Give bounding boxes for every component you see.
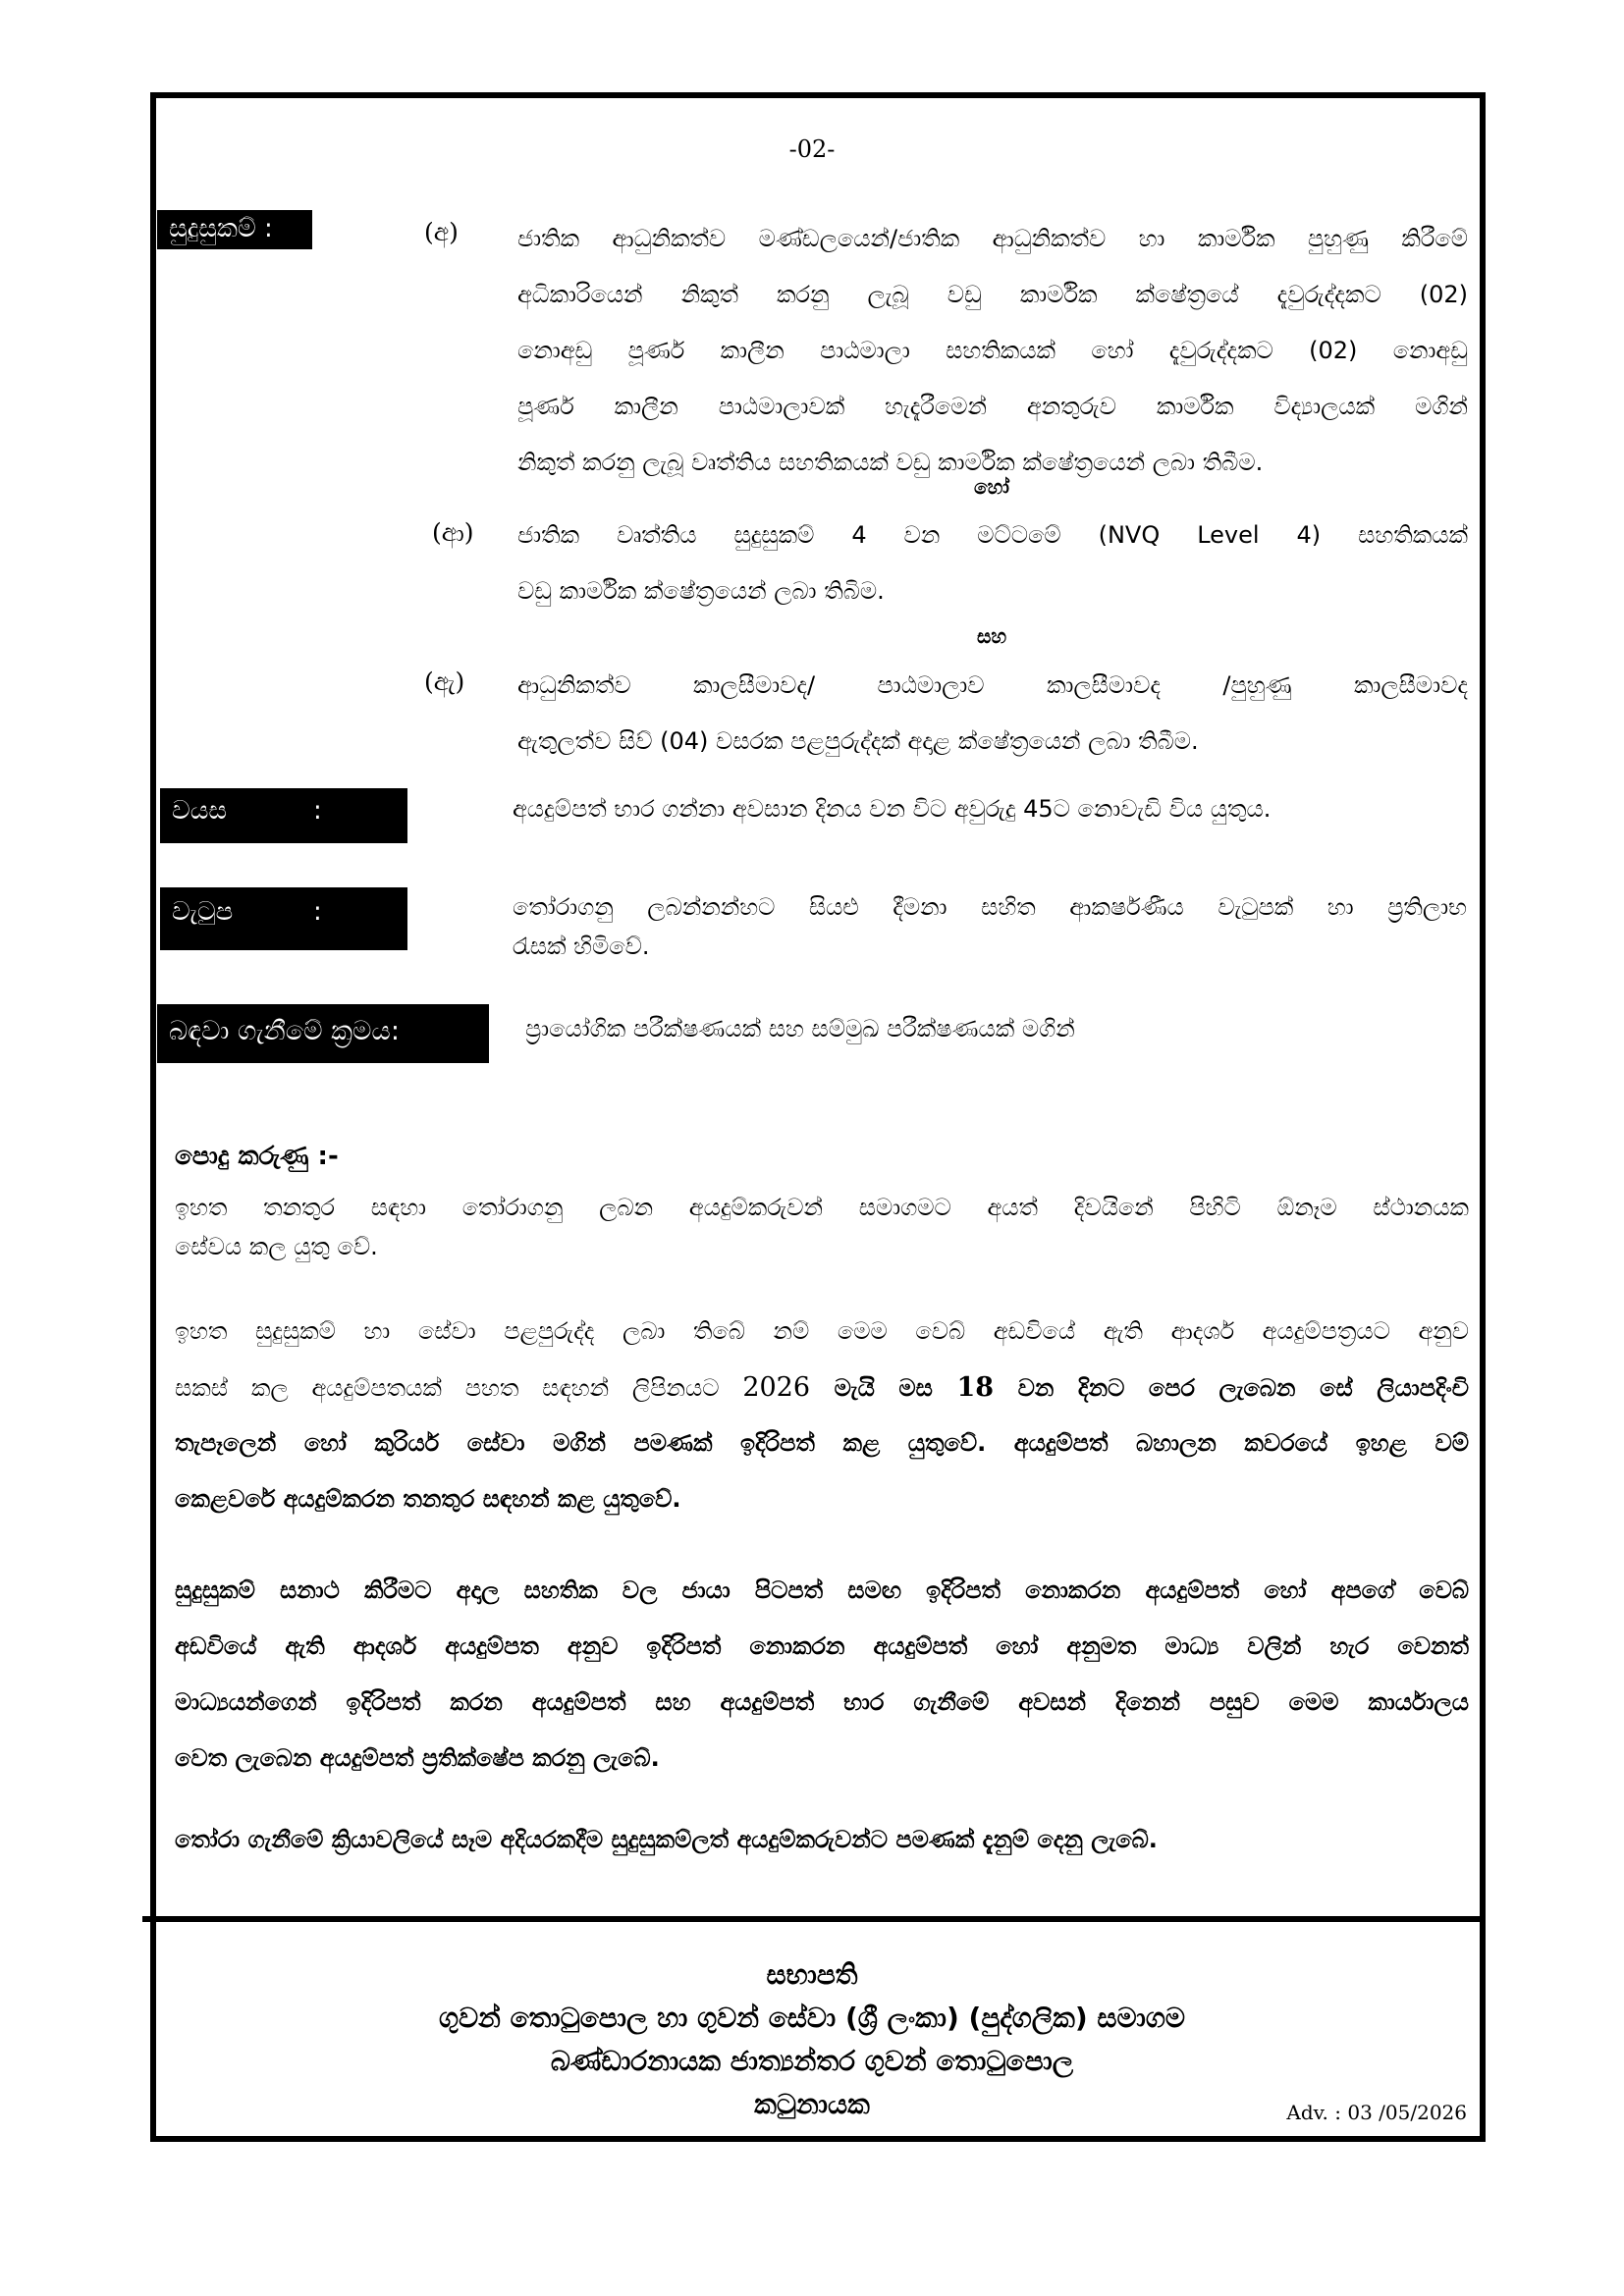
general-para-3-line: වෙත ලැබෙන අයදුම්පත් ප්‍රතික්ෂේප කරනු ලැබේ. (175, 1744, 660, 1772)
general-para-3 (175, 1563, 1469, 1787)
general-para-2-text: වන දිනට පෙර ලැබෙන සේ ලියාපදිංචි (994, 1374, 1469, 1402)
general-para-2-line: තැපෑලෙන් හෝ කුරියර් සේවා මගින් පමණක් ඉදිරිපත් කළ යුතුවේ. අයදුම්පත් බහාලන කවරයේ ඉහළ වම් (175, 1429, 1469, 1457)
qualification-a-line: අධිකාරියෙන් නිකුත් කරනු ලැබූ වඩු කාර්මික ක්ෂේත්‍රයේ දැවුරුද්දකට (02) (517, 281, 1468, 308)
qualification-aa-line: වඩු කාර්මික ක්ෂේත්‍රයෙන් ලබා තිබිම. (517, 577, 885, 605)
footer-company: ගුවන් තොටුපොල හා ගුවන් සේවා (ශ්‍රී ලංකා) (පුද්ගලික) සමාගම (438, 2002, 1186, 2034)
qualifications-label-text: සුදුසුකම් : (169, 214, 273, 243)
marker-aa: (ආ) (432, 518, 474, 547)
advertisement-number: Adv. : 03 /05/2026 (1286, 2101, 1467, 2124)
salary-text (513, 887, 1467, 966)
marker-ae: (ඇ) (424, 667, 465, 696)
footer-airport: බණ්ඩාරනායක ජාත්‍යන්තර ගුවන් තොටුපොල (550, 2045, 1074, 2077)
general-para-1-line: සේවය කල යුතු වේ. (175, 1233, 378, 1260)
general-para-3-line: මාධ්‍යයන්ගෙන් ඉදිරිපත් කරන අයදුම්පත් සහ අයදුම්පත් භාර ගැනීමේ අවසන් දිනෙන් පසුව මෙම කාර්යාලය (175, 1688, 1469, 1716)
general-para-2 (175, 1304, 1469, 1527)
connector-and: සහ (976, 624, 1007, 648)
general-para-2-line (175, 1360, 1469, 1415)
qualification-a-text (517, 211, 1468, 491)
age-label-text: වයස (172, 796, 228, 826)
general-para-4-line: තෝරා ගැනීමේ ක්‍රියාවලියේ සෑම අදියරකදීම සුදුසුකම්ලත් අයදුම්කරුවන්ට පමණක් දැනුම් දෙනු ලැබේ. (175, 1826, 1158, 1853)
qualification-a-line: පූර්ණ කාලීන පාඨමාලාවක් හැදැරීමෙන් අනතුරුව කාර්මික විද්‍යාලයක් මගින් (517, 393, 1468, 420)
general-para-2-line: කෙළවරේ අයදුම්කරන තනතුර සඳහන් කළ යුතුවේ. (175, 1485, 681, 1513)
general-para-4 (175, 1812, 1469, 1868)
qualification-a-line: නිකුත් කරනු ලැබූ වෘත්තිය සහතිකයක් වඩු කාර්මික ක්ෂේත්‍රයෙන් ලබා තිබීම. (517, 449, 1264, 476)
footer-divider (142, 1916, 1486, 1922)
page-number: -02- (788, 135, 836, 163)
recruitment-method-label-text: බඳවා ගැනීමේ ක්‍රමය: (169, 1016, 400, 1046)
qualification-a-line: නොඅඩු පූර්ණ කාලීන පාඨමාලා සහතිකයක් හෝ දැවුරුද්දකට (02) නොඅඩු (517, 337, 1468, 364)
qualification-aa-line: ජාතික වෘත්තිය සුදුසුකම් 4 වන මට්ටමේ (NVQ Level 4) සහතිකයක් (517, 521, 1468, 549)
marker-a: (අ) (424, 218, 459, 246)
qualification-ae-text (517, 658, 1468, 770)
recruitment-method-label (157, 1004, 489, 1063)
general-para-2-line: ඉහත සුදුසුකම් හා සේවා පළපුරුද්ද ලබා තිබේ නම් මෙම වෙබ් අඩවියේ ඇති ආදර්ශ අයදුම්පත්‍රයට අනුව (175, 1317, 1469, 1345)
deadline-year: 2026 (742, 1372, 811, 1403)
age-text: අයදුම්පත් භාර ගන්නා අවසාන දිනය වන විට අවුරුදු 45ට නොවැඩි විය යුතුය. (513, 795, 1272, 823)
qualification-a-line: ජාතික ආධුනිකත්ව මණ්ඩලයෙන්/ජාතික ආධුනිකත්ව හා කාර්මික පුහුණු කිරීමේ (517, 225, 1468, 252)
qualification-aa-text (517, 507, 1468, 619)
footer-location: කටුනායක (754, 2088, 870, 2120)
salary-label-colon: : (313, 897, 322, 927)
qualifications-label (157, 210, 312, 249)
general-heading: පොදු කරුණු :- (175, 1142, 339, 1171)
general-para-1-line: ඉහත තනතුර සඳහා තෝරාගනු ලබන අයදුම්කරුවන් සමාගමට අයත් දිවයිනේ පිහිටි ඕනෑම ස්ථානයක (175, 1194, 1469, 1221)
deadline-month: මැයි මස (810, 1374, 957, 1402)
connector-or: හෝ (974, 475, 1009, 499)
deadline-day: 18 (956, 1372, 995, 1403)
qualification-ae-line: ඇතුලත්ව සිව් (04) වසරක පළපුරුද්දක් අදාළ ක්ෂේත්‍රයෙන් ලබා තිබීම. (517, 727, 1199, 755)
age-label-colon: : (313, 796, 322, 826)
general-para-3-line: සුදුසුකම් සනාථ කිරීමට අදාල සහතික වල ජායා පිටපත් සමඟ ඉදිරිපත් නොකරන අයදුම්පත් හෝ අපගේ වෙබ් (175, 1576, 1469, 1604)
general-para-3-line: අඩවියේ ඇති ආදර්ශ අයදුම්පත අනුව ඉදිරිපත් නොකරන අයදුම්පත් හෝ අනුමත මාධ්‍ය වලින් හැර වෙනත් (175, 1632, 1469, 1660)
age-label (160, 788, 407, 843)
qualification-ae-line: ආධුනිකත්ව කාලසීමාවද/ පාඨමාලාව කාලසීමාවද /පුහුණු කාලසීමාවද (517, 671, 1468, 699)
recruitment-method-text: ප්‍රායෝගික පරීක්ෂණයක් සහ සම්මුඛ පරීක්ෂණයක් මගින් (525, 1015, 1075, 1042)
general-para-2-text: සකස් කල අයදුම්පතයක් පහත සඳහන් ලිපිනයට (175, 1374, 743, 1402)
salary-line: තෝරාගනු ලබන්නන්හට සියළු දීමනා සහිත ආකර්ෂණීය වැටුපක් හා ප්‍රතිලාභ (513, 893, 1467, 921)
salary-label-text: වැටුප (172, 897, 234, 927)
general-para-1 (175, 1188, 1469, 1266)
salary-line: රැසක් හිමිවේ. (513, 933, 650, 960)
footer-title: සභාපති (766, 1958, 858, 1991)
salary-label (160, 887, 407, 950)
